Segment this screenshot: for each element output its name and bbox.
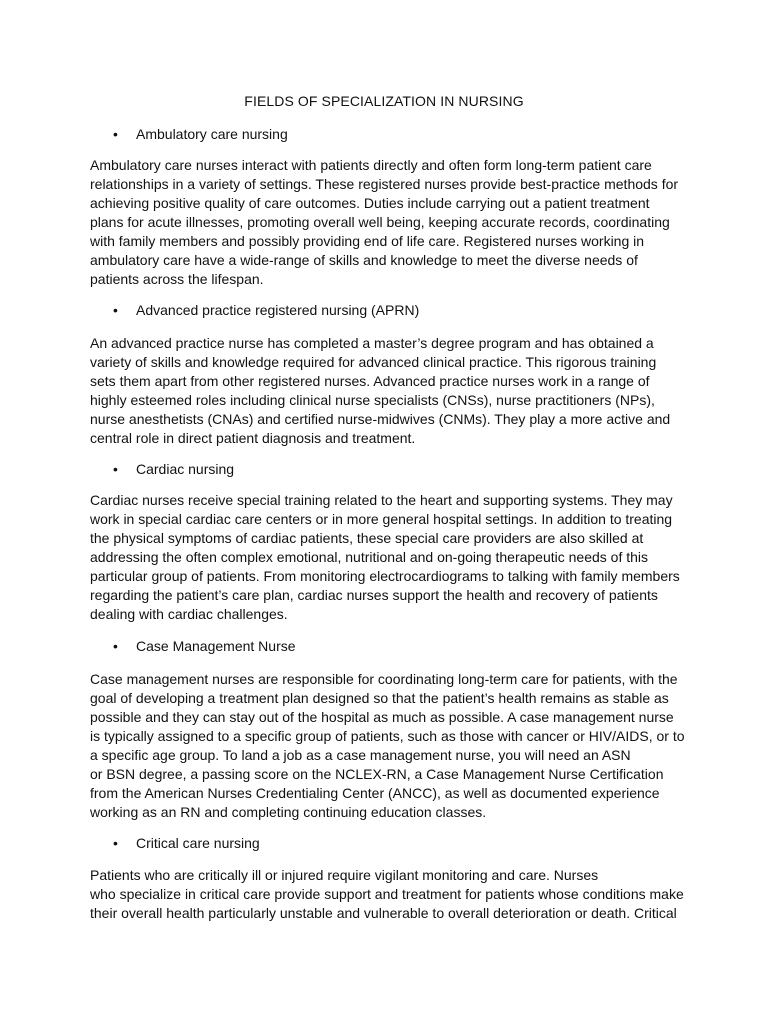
section-heading-label: Cardiac nursing: [136, 461, 235, 477]
paragraph-line: Cardiac nurses receive special training related to the heart and supporting systems. They may: [90, 492, 673, 508]
bullet-icon: •: [113, 638, 118, 654]
section-heading-label: Advanced practice registered nursing (APRN): [136, 302, 420, 318]
bullet-icon: •: [113, 835, 118, 851]
section-paragraph-cardiac: [90, 491, 690, 624]
section-heading-label: Critical care nursing: [136, 835, 260, 851]
paragraph-line: relationships in a variety of settings. These registered nurses provide best-practice methods for: [90, 176, 679, 192]
paragraph-line: plans for acute illnesses, promoting overall well being, keeping accurate records, coordinating: [90, 214, 670, 230]
paragraph-line: who specialize in critical care provide support and treatment for patients whose conditions make: [90, 886, 684, 902]
paragraph-line: nurse anesthetists (CNAs) and certified nurse-midwives (CNMs). They play a more active and: [90, 411, 671, 427]
paragraph-line: Case management nurses are responsible for coordinating long-term care for patients, with the: [90, 671, 678, 687]
section-paragraph-aprn: [90, 334, 690, 448]
bullet-icon: •: [113, 461, 118, 477]
paragraph-line: sets them apart from other registered nurses. Advanced practice nurses work in a range of: [90, 373, 650, 389]
paragraph-line: An advanced practice nurse has completed a master’s degree program and has obtained a: [90, 335, 654, 351]
section-heading-cardiac: [113, 460, 234, 478]
paragraph-line: from the American Nurses Credentialing Center (ANCC), as well as documented experience: [90, 785, 660, 801]
section-heading-label: Case Management Nurse: [136, 638, 296, 654]
paragraph-line: working as an RN and completing continuing education classes.: [90, 804, 487, 820]
paragraph-line: patients across the lifespan.: [90, 271, 264, 287]
paragraph-line: Ambulatory care nurses interact with patients directly and often form long-term patient care: [90, 157, 652, 173]
paragraph-line: variety of skills and knowledge required for advanced clinical practice. This rigorous training: [90, 354, 657, 370]
paragraph-line: their overall health particularly unstable and vulnerable to overall deterioration or death. Critical: [90, 905, 677, 921]
bullet-icon: •: [113, 302, 118, 318]
paragraph-line: central role in direct patient diagnosis and treatment.: [90, 430, 416, 446]
section-heading-critical-care: [113, 834, 260, 852]
paragraph-line: goal of developing a treatment plan designed so that the patient’s health remains as stable as: [90, 690, 669, 706]
paragraph-line: addressing the often complex emotional, nutritional and on-going therapeutic needs of this: [90, 549, 649, 565]
paragraph-line: highly esteemed roles including clinical nurse specialists (CNSs), nurse practitioners (NPs),: [90, 392, 655, 408]
section-heading-case-management: [113, 637, 296, 655]
paragraph-line: particular group of patients. From monitoring electrocardiograms to talking with family members: [90, 568, 680, 584]
paragraph-line: the physical symptoms of cardiac patients, these special care providers are also skilled at: [90, 530, 644, 546]
paragraph-line: achieving positive quality of care outcomes. Duties include carrying out a patient treatment: [90, 195, 650, 211]
section-heading-label: Ambulatory care nursing: [136, 126, 288, 142]
paragraph-line: a specific age group. To land a job as a case management nurse, you will need an ASN: [90, 747, 631, 763]
paragraph-line: ambulatory care have a wide-range of skills and knowledge to meet the diverse needs of: [90, 252, 638, 268]
section-heading-ambulatory: [113, 125, 288, 143]
paragraph-line: regarding the patient’s care plan, cardiac nurses support the health and recovery of patients: [90, 587, 658, 603]
paragraph-line: work in special cardiac care centers or in more general hospital settings. In addition to treating: [90, 511, 673, 527]
bullet-icon: •: [113, 126, 118, 142]
paragraph-line: dealing with cardiac challenges.: [90, 606, 288, 622]
paragraph-line: with family members and possibly providing end of life care. Registered nurses working in: [90, 233, 645, 249]
paragraph-line: Patients who are critically ill or injured require vigilant monitoring and care. Nurses: [90, 867, 599, 883]
page-title: FIELDS OF SPECIALIZATION IN NURSING: [244, 93, 524, 109]
paragraph-line: possible and they can stay out of the hospital as much as possible. A case management nurse: [90, 709, 674, 725]
section-heading-aprn: [113, 301, 419, 319]
section-paragraph-case-management: [90, 670, 690, 822]
section-paragraph-ambulatory: [90, 156, 690, 289]
paragraph-line: is typically assigned to a specific group of patients, such as those with cancer or HIV/AIDS, or to: [90, 728, 685, 744]
paragraph-line: or BSN degree, a passing score on the NCLEX-RN, a Case Management Nurse Certification: [90, 766, 664, 782]
section-paragraph-critical-care: [90, 866, 690, 923]
